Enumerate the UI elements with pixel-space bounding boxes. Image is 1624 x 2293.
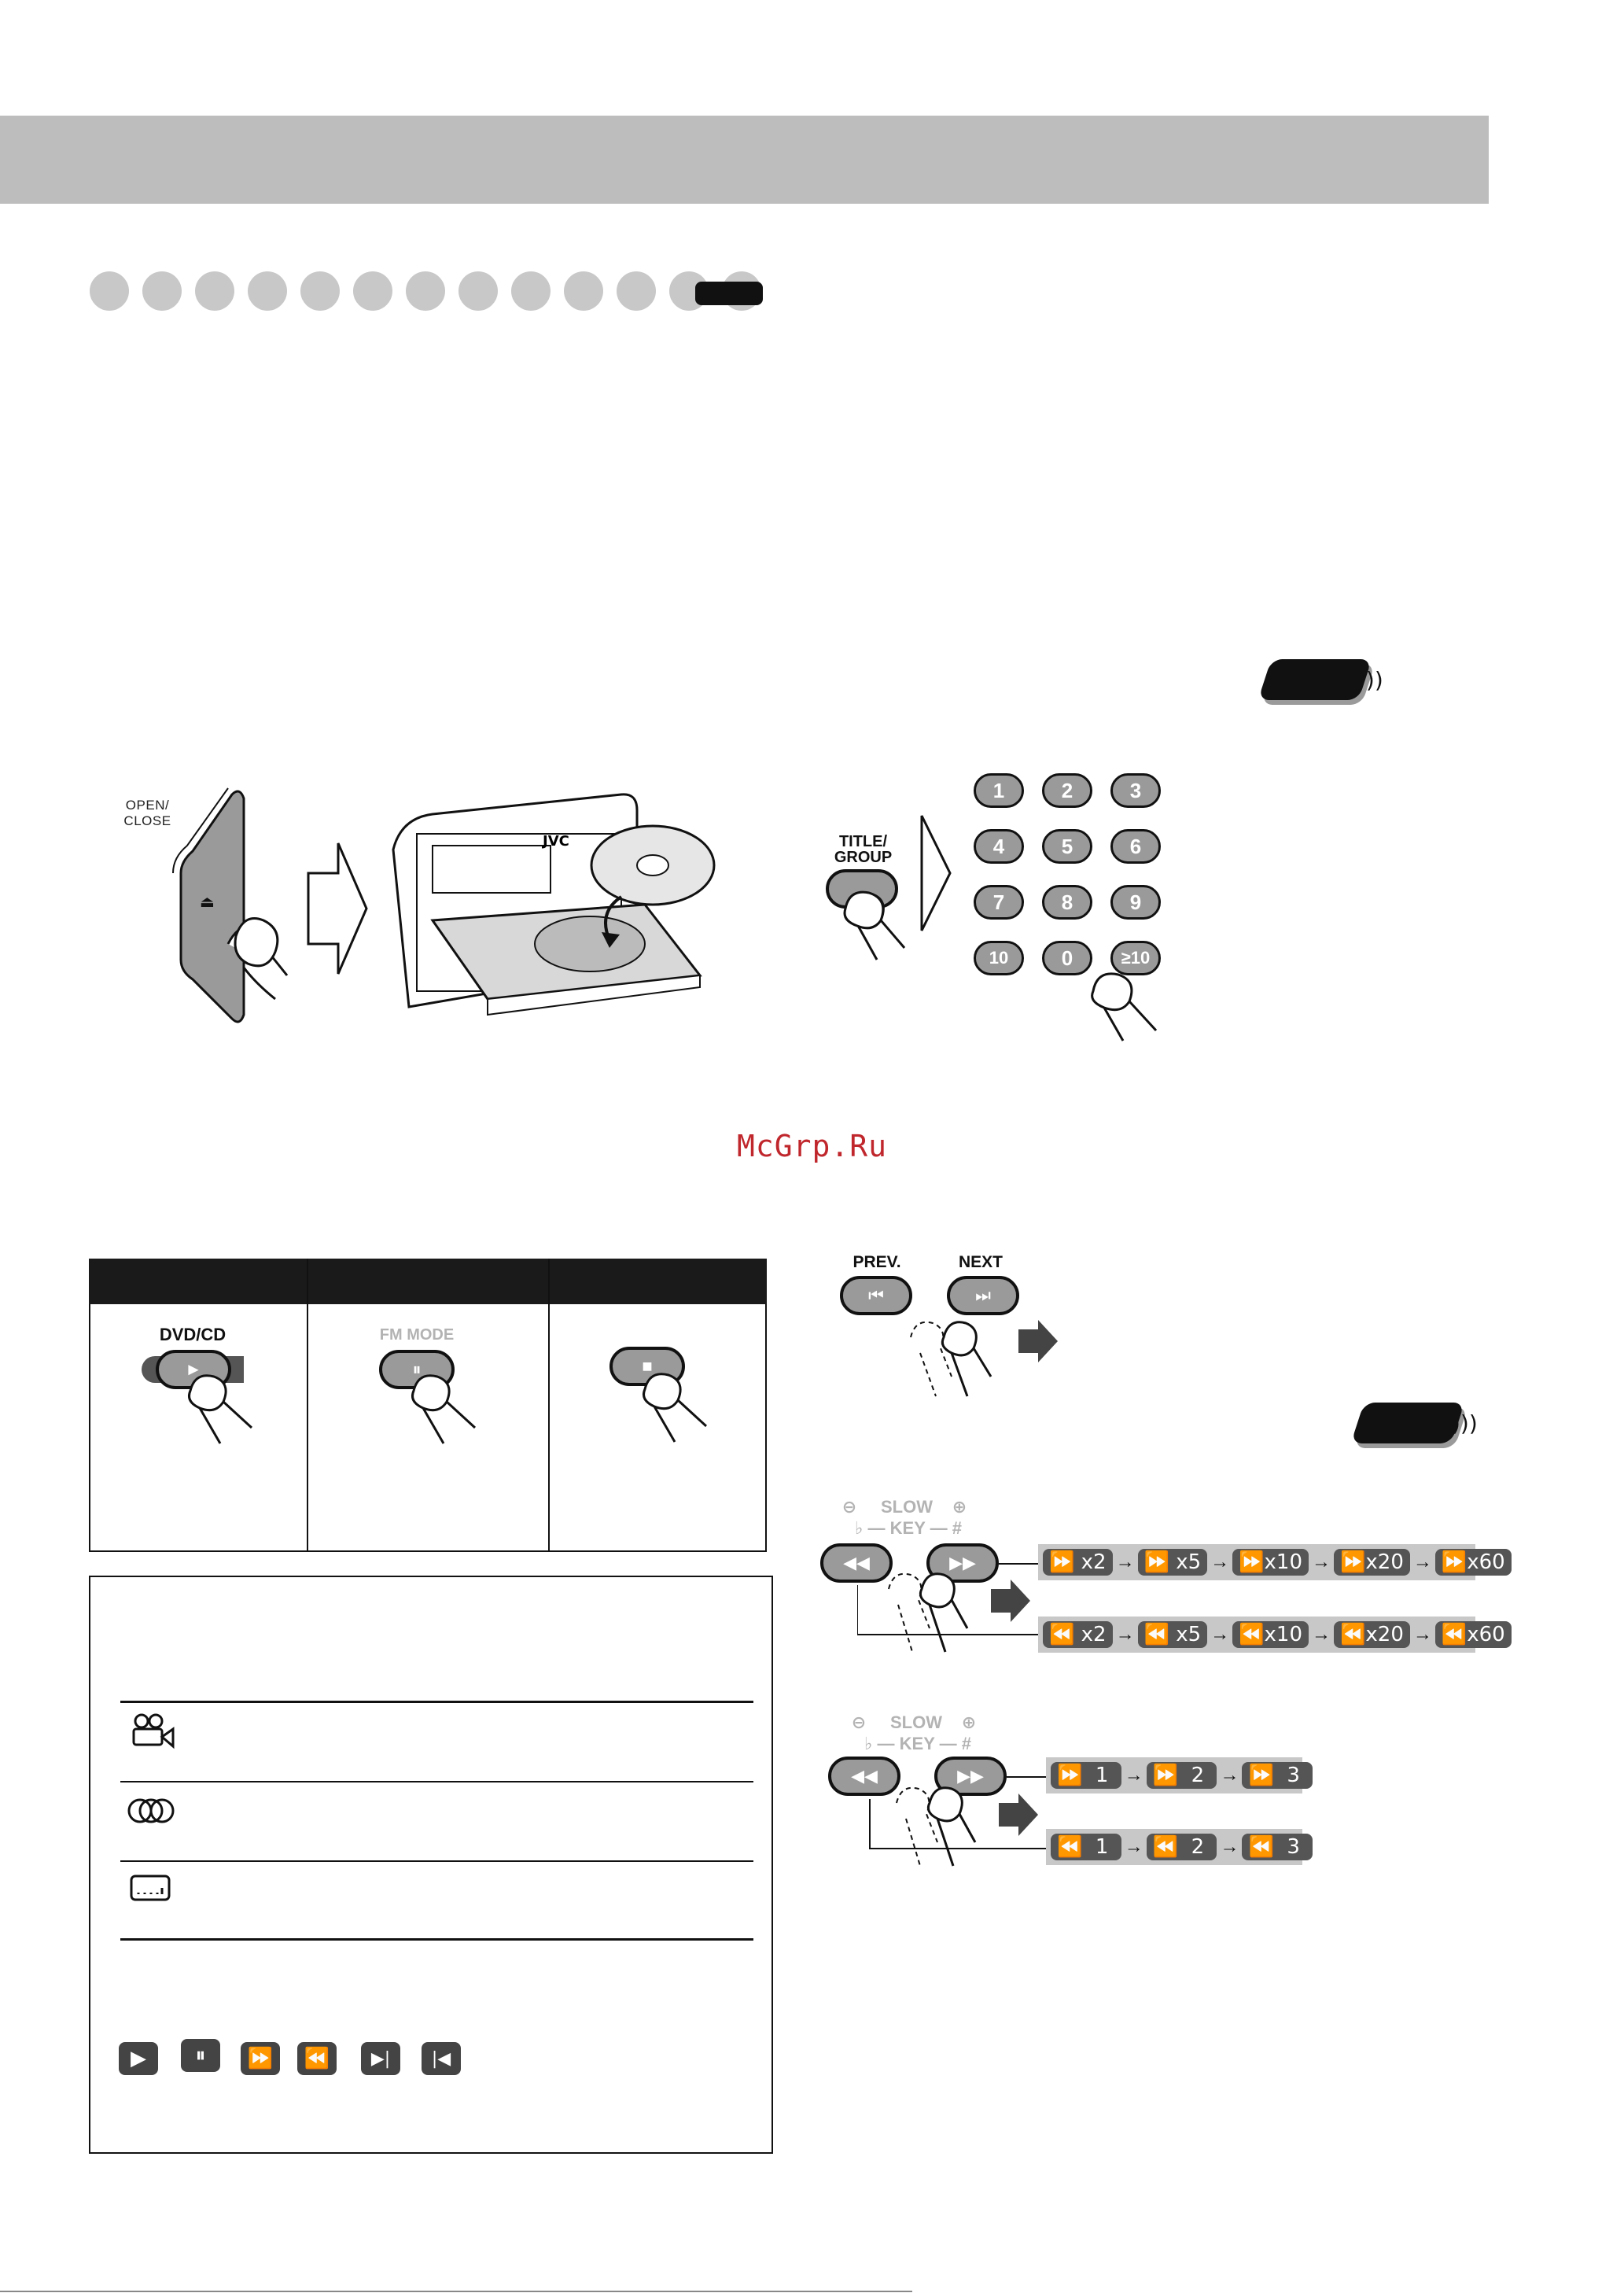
progress-dot (353, 271, 392, 311)
progress-dot (406, 271, 445, 311)
key-1[interactable]: 1 (974, 773, 1024, 808)
divider (120, 1938, 753, 1941)
remote-control-icon (1351, 1403, 1465, 1443)
finger-press-icon (404, 1369, 491, 1447)
panel-header-pause (308, 1259, 548, 1304)
key-8[interactable]: 8 (1042, 885, 1092, 920)
finger-press-icon (1085, 964, 1180, 1042)
key-label: ♭ — KEY — # (864, 1734, 971, 1753)
eject-icon: ⏏ (200, 894, 215, 911)
progress-dot (511, 271, 551, 311)
prev-label: PREV. (853, 1253, 901, 1271)
plus-icon: ⊕ (961, 1712, 977, 1732)
divider (120, 1860, 753, 1862)
finger-press-icon (181, 1369, 267, 1447)
svg-text:JVC: JVC (543, 833, 569, 850)
speed-chip: ⏩ 3 (1242, 1762, 1313, 1789)
unit-disc-tray-illustration (385, 787, 739, 1038)
next-button[interactable]: ⏭ (947, 1276, 1019, 1315)
speed-chip: ⏪ x10 (1232, 1621, 1309, 1648)
speed-chip: ⏪ 3 (1242, 1834, 1313, 1860)
speed-chip: ⏩ 2 (1147, 1762, 1217, 1789)
slow-reverse-strip: ⏪ 1 → ⏪ 2 → ⏪ 3 (1046, 1829, 1302, 1865)
progress-dot (248, 271, 287, 311)
progress-dot (458, 271, 498, 311)
rewind-button[interactable]: ◀◀ (820, 1543, 893, 1583)
remote-signal-icon: ))) (1357, 667, 1383, 693)
key-0[interactable]: 0 (1042, 941, 1092, 975)
speed-chip: ⏪ 2 (1147, 1834, 1217, 1860)
key-4[interactable]: 4 (974, 829, 1024, 864)
panel-divider (307, 1259, 308, 1552)
camera-angle-icon (131, 1713, 178, 1749)
speed-chip: ⏪ x60 (1435, 1621, 1512, 1648)
progress-dot (142, 271, 182, 311)
panel-divider (548, 1259, 550, 1552)
speed-chip: ⏩ x60 (1435, 1549, 1512, 1576)
dvd-cd-label: DVD/CD (159, 1325, 226, 1344)
progress-dot (300, 271, 340, 311)
finger-press-icon (865, 1779, 1054, 1874)
right-arrow-icon (307, 842, 370, 975)
key-10[interactable]: 10 (974, 941, 1024, 975)
stop-button[interactable]: ■ (609, 1347, 685, 1386)
right-arrow-icon (920, 814, 952, 932)
connector-line (999, 1563, 1040, 1565)
pause-button[interactable]: ⏸ (379, 1350, 455, 1389)
minus-icon: ⊖ (851, 1712, 867, 1732)
connector-line (1007, 1776, 1048, 1778)
watermark: McGrp.Ru (736, 1129, 888, 1163)
minus-icon: ⊖ (841, 1497, 857, 1517)
slow-reverse-button[interactable]: ◀◀ (828, 1757, 900, 1796)
slow-forward-status-icon: ▶| (361, 2042, 400, 2075)
panel-header-play (89, 1259, 307, 1304)
key-label: ♭ — KEY — # (855, 1518, 962, 1538)
slow-reverse-status-icon: |◀ (422, 2042, 461, 2075)
plus-icon: ⊕ (952, 1497, 967, 1517)
speed-chip: ⏩ x2 (1043, 1549, 1113, 1576)
slow-label: SLOW (890, 1712, 942, 1732)
play-status-icon: ▶ (119, 2042, 158, 2075)
play-button[interactable]: ► (156, 1350, 231, 1389)
key-plus10[interactable]: ≥10 (1110, 941, 1161, 975)
fm-mode-label: FM MODE (379, 1326, 455, 1344)
forward-speed-strip: ⏩ x2 → ⏩ x5 → ⏩ x10 → ⏩ x20 → ⏩ x60 (1038, 1544, 1475, 1580)
header-band (0, 116, 1489, 204)
audio-language-icon (127, 1797, 179, 1825)
open-close-label: OPEN/ CLOSE (123, 798, 171, 828)
panel-header-stop (550, 1259, 767, 1304)
finger-press-icon (635, 1367, 722, 1446)
prev-button[interactable]: ⏮ (840, 1276, 912, 1315)
subtitle-icon (129, 1874, 173, 1902)
progress-dot (564, 271, 603, 311)
divider (120, 1701, 753, 1703)
progress-dot (90, 271, 129, 311)
speed-chip: ⏪ x2 (1043, 1621, 1113, 1648)
finger-slide-icon (904, 1314, 1062, 1400)
speed-chip: ⏪ 1 (1051, 1834, 1121, 1860)
title-group-label: TITLE/ GROUP (834, 833, 893, 866)
speed-chip: ⏩ x5 (1138, 1549, 1208, 1576)
footer-rule (0, 2291, 912, 2292)
slow-label: SLOW (881, 1497, 933, 1517)
slow-forward-button[interactable]: ▶▶ (934, 1757, 1007, 1796)
key-9[interactable]: 9 (1110, 885, 1161, 920)
pause-status-icon: ⏸ (181, 2039, 220, 2072)
key-5[interactable]: 5 (1042, 829, 1092, 864)
slow-forward-strip: ⏩ 1 → ⏩ 2 → ⏩ 3 (1046, 1757, 1302, 1793)
remote-signal-icon: ))) (1452, 1410, 1478, 1436)
section-tag (695, 282, 763, 305)
speed-chip: ⏩ x10 (1232, 1549, 1309, 1576)
fast-forward-button[interactable]: ▶▶ (926, 1543, 999, 1583)
key-7[interactable]: 7 (974, 885, 1024, 920)
finger-press-icon (857, 1565, 1046, 1660)
reverse-speed-strip: ⏪ x2 → ⏪ x5 → ⏪ x10 → ⏪ x20 → ⏪ x60 (1038, 1617, 1475, 1653)
fast-reverse-status-icon: ⏪ (297, 2042, 337, 2075)
fast-forward-status-icon: ⏩ (241, 2042, 280, 2075)
progress-dot (617, 271, 656, 311)
key-2[interactable]: 2 (1042, 773, 1092, 808)
remote-control-icon (1258, 659, 1372, 700)
speed-chip: ⏪ x20 (1334, 1621, 1410, 1648)
speed-chip: ⏩ x20 (1334, 1549, 1410, 1576)
key-6[interactable]: 6 (1110, 829, 1161, 864)
speed-chip: ⏪ x5 (1138, 1621, 1208, 1648)
key-3[interactable]: 3 (1110, 773, 1161, 808)
next-label: NEXT (958, 1253, 1003, 1271)
progress-dot (195, 271, 234, 311)
speed-chip: ⏩ 1 (1051, 1762, 1121, 1789)
finger-press-icon (838, 885, 932, 964)
divider (120, 1781, 753, 1782)
